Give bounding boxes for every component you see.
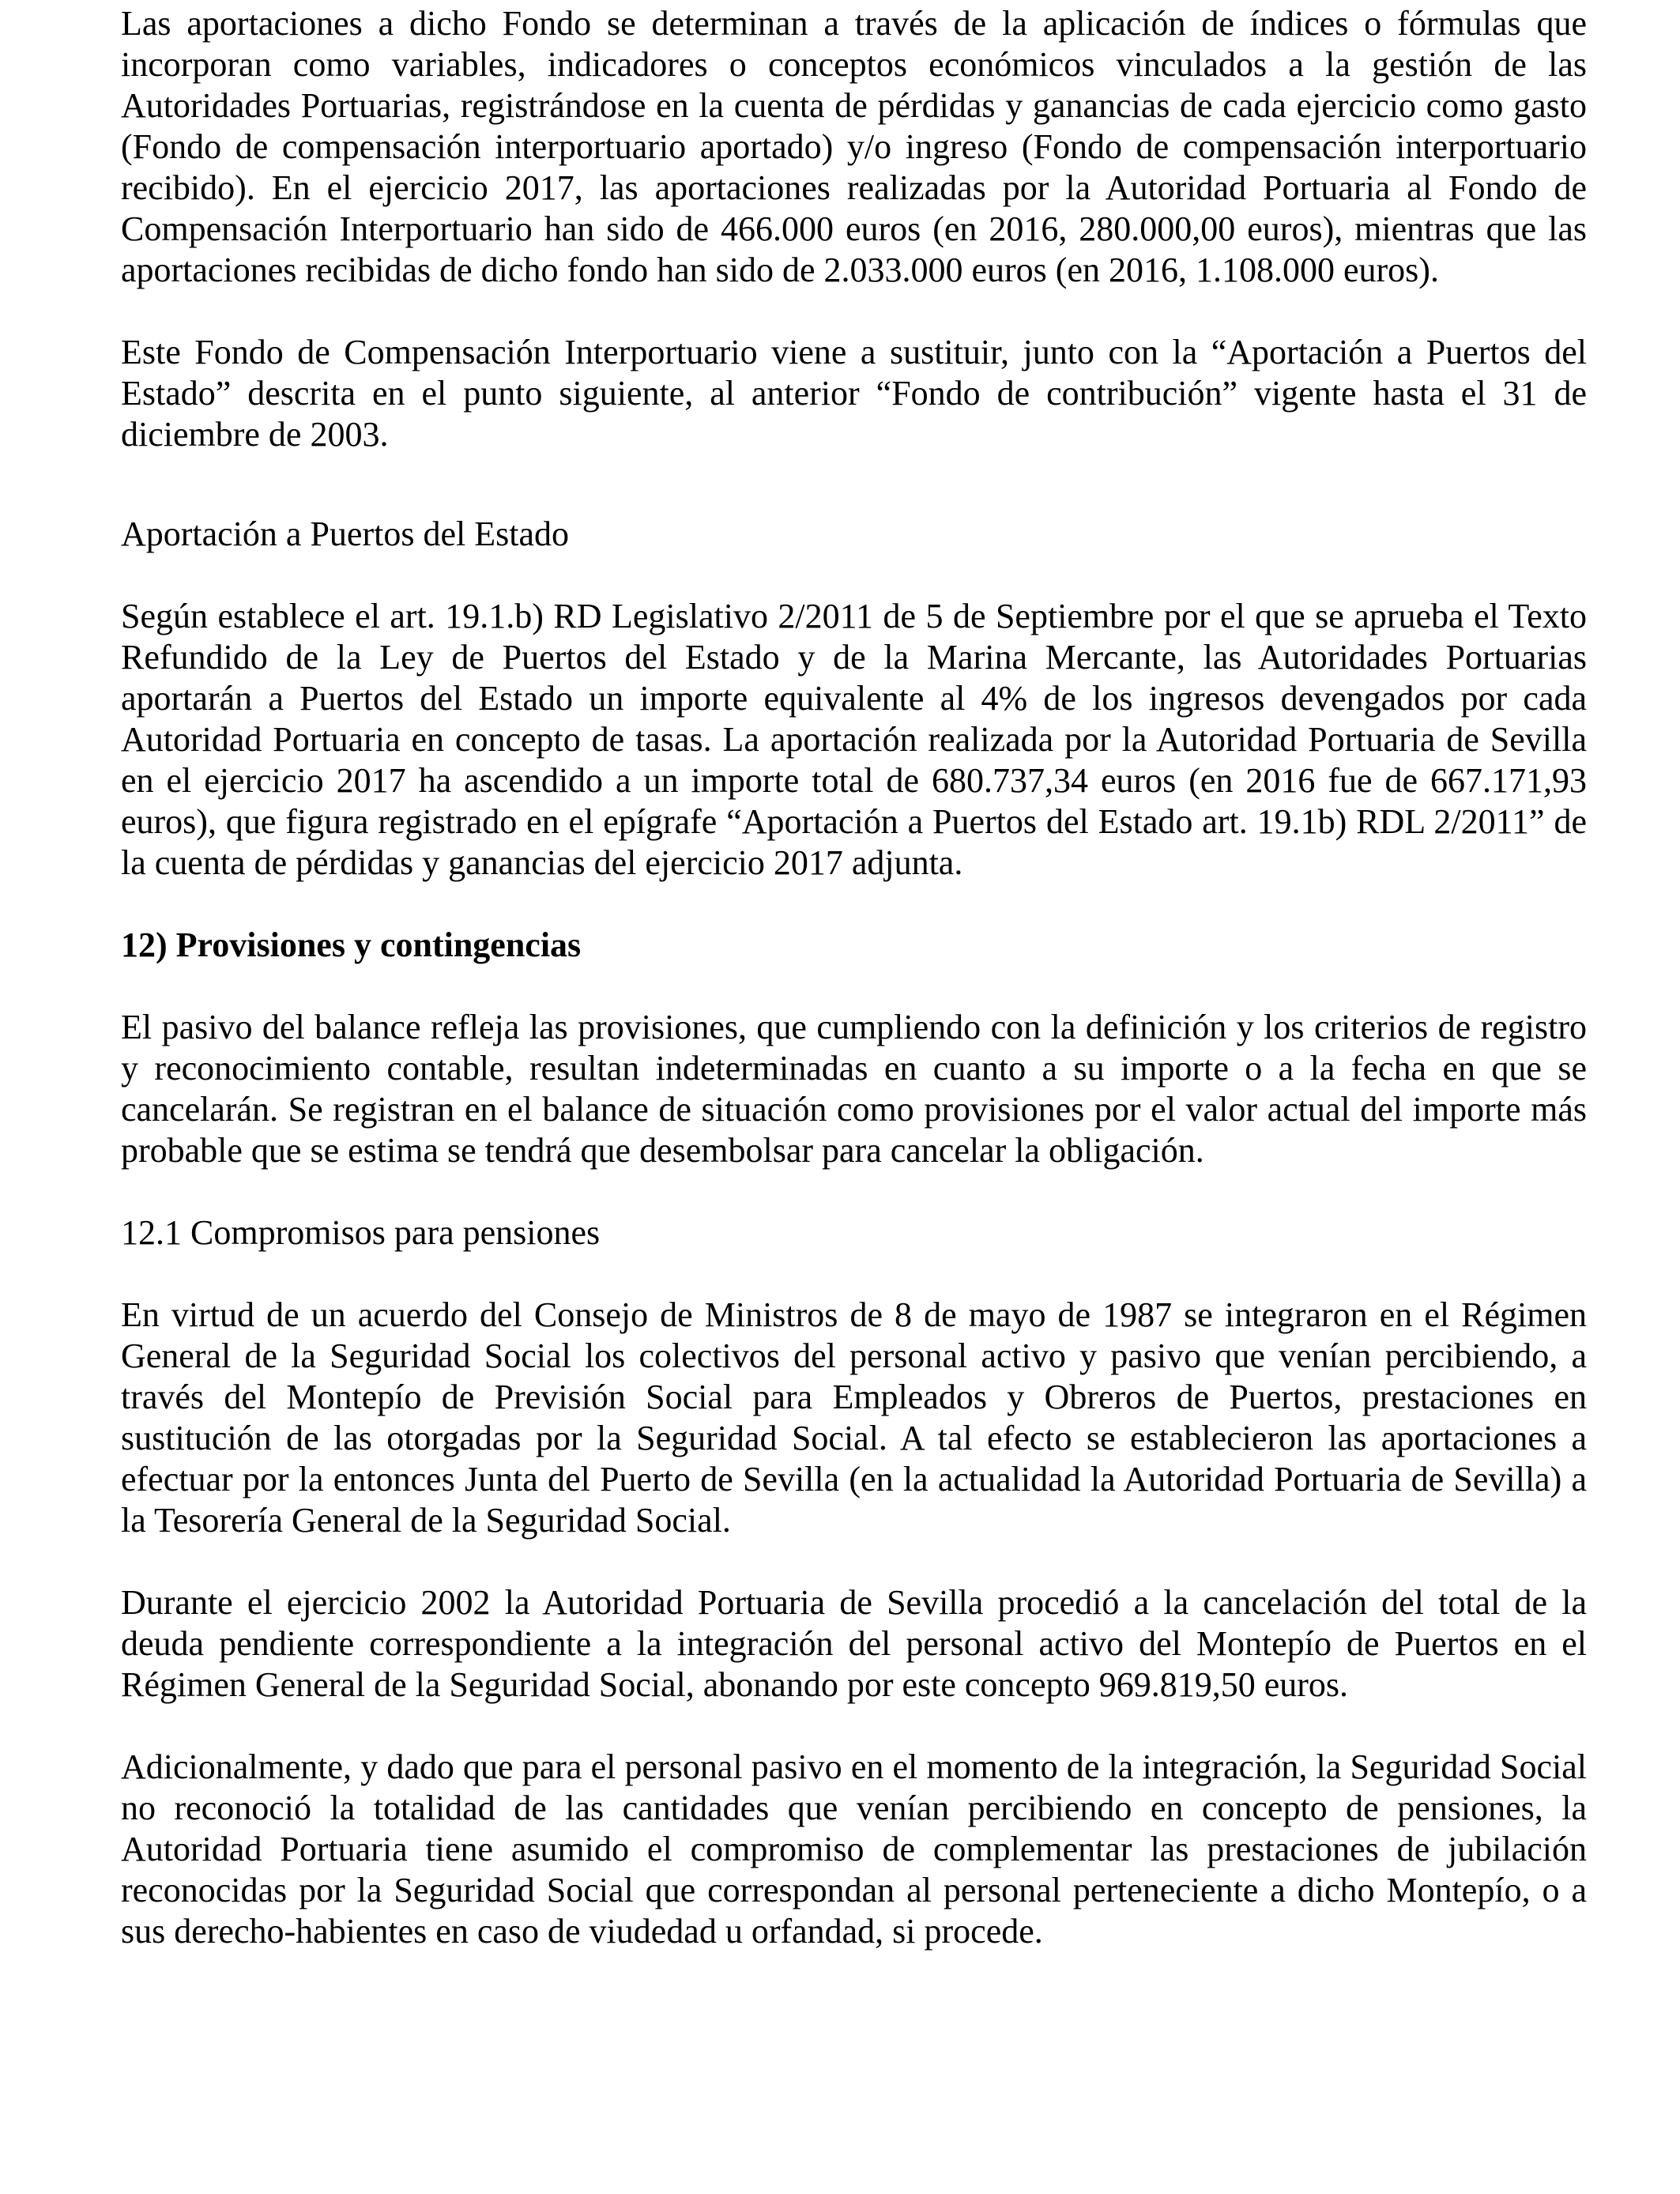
paragraph-complemento-pensiones: Adicionalmente, y dado que para el personal pasivo en el momento de la integración, la Seguridad Social no reconoció la totalidad de las cantidades que venían percibiendo en concepto de pensiones, la Autoridad Portuaria tiene asumido el compromiso de complementar las prestaciones de jubilación reconocidas por la Seguridad Social que correspondan al personal perteneciente a dicho Montepío, o a sus derecho-habientes en caso de viudedad u orfandad, si procede. (121, 1747, 1587, 1951)
section-heading-provisiones: 12) Provisiones y contingencias (121, 925, 582, 964)
subheading-aportacion-puertos: Aportación a Puertos del Estado (121, 515, 569, 553)
paragraph-integracion-montepio: En virtud de un acuerdo del Consejo de Ministros de 8 de mayo de 1987 se integraron en el Régimen General de la Seguridad Social los colectivos del personal activo y pasivo que venían percibiendo, a través del Montepío de Previsión Social para Empleados y Obreros de Puertos, prestaciones en sustitución de las otorgadas por la Seguridad Social. A tal efecto se establecieron las aportaciones a efectuar por la entonces Junta del Puerto de Sevilla (en la actualidad la Autoridad Portuaria de Sevilla) a la Tesorería General de la Seguridad Social. (121, 1295, 1587, 1540)
paragraph-cancelacion-deuda: Durante el ejercicio 2002 la Autoridad Portuaria de Sevilla procedió a la cancelación del total de la deuda pendiente correspondiente a la integración del personal activo del Montepío de Puertos en el Régimen General de la Seguridad Social, abonando por este concepto 969.819,50 euros. (121, 1583, 1587, 1704)
paragraph-fondo-aportaciones: Las aportaciones a dicho Fondo se determinan a través de la aplicación de índices o fórmulas que incorporan como variables, indicadores o conceptos económicos vinculados a la gestión de las Autoridades Portuarias, registrándose en la cuenta de pérdidas y ganancias de cada ejercicio como gasto (Fondo de compensación interportuario aportado) y/o ingreso (Fondo de compensación interportuario recibido). En el ejercicio 2017, las aportaciones realizadas por la Autoridad Portuaria al Fondo de Compensación Interportuario han sido de 466.000 euros (en 2016, 280.000,00 euros), mientras que las aportaciones recibidas de dicho fondo han sido de 2.033.000 euros (en 2016, 1.108.000 euros). (121, 4, 1587, 289)
paragraph-aportacion-puertos: Según establece el art. 19.1.b) RD Legislativo 2/2011 de 5 de Septiembre por el que se aprueba el Texto Refundido de la Ley de Puertos del Estado y de la Marina Mercante, las Autoridades Portuarias aportarán a Puertos del Estado un importe equivalente al 4% de los ingresos devengados por cada Autoridad Portuaria en concepto de tasas. La aportación realizada por la Autoridad Portuaria de Sevilla en el ejercicio 2017 ha ascendido a un importe total de 680.737,34 euros (en 2016 fue de 667.171,93 euros), que figura registrado en el epígrafe “Aportación a Puertos del Estado art. 19.1b) RDL 2/2011” de la cuenta de pérdidas y ganancias del ejercicio 2017 adjunta. (121, 597, 1587, 882)
subheading-compromisos-pensiones: 12.1 Compromisos para pensiones (121, 1213, 601, 1252)
paragraph-provisiones: El pasivo del balance refleja las provisiones, que cumpliendo con la definición y los criterios de registro y reconocimiento contable, resultan indeterminadas en cuanto a su importe o a la fecha en que se cancelarán. Se registran en el balance de situación como provisiones por el valor actual del importe más probable que se estima se tendrá que desembolsar para cancelar la obligación. (121, 1008, 1587, 1170)
paragraph-fondo-sustitucion: Este Fondo de Compensación Interportuario viene a sustituir, junto con la “Aportación a Puertos del Estado” descrita en el punto siguiente, al anterior “Fondo de contribución” vigente hasta el 31 de diciembre de 2003. (121, 333, 1587, 454)
document-page (121, 3, 1587, 1952)
